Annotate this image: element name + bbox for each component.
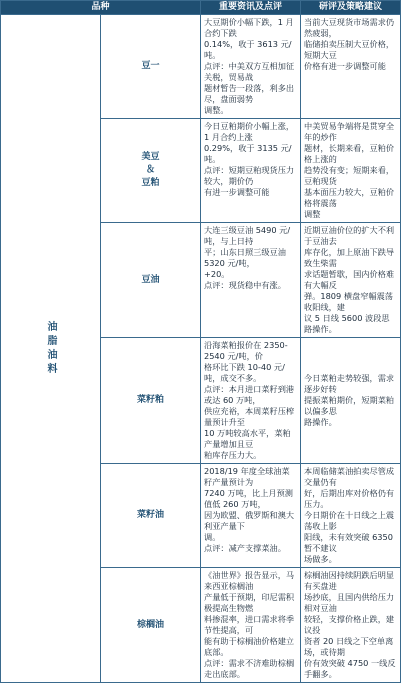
advice-line: 场做多。 [304,554,337,564]
advice-line: 较轻，支撑价格止跌，建议投 [304,614,395,635]
news-line: 2018/19 年度全球油菜籽产量预计为 [204,466,290,487]
news-line: 大豆期价小幅下跌，1 月合约下跌 [204,17,294,38]
news-line: 今日豆粕期价小幅上涨，1 月合约上涨 [204,121,295,142]
header-news: 重要资讯及点评 [201,1,301,15]
news-line: 大连三级豆油 5490 元/吨，与上日持 [204,225,291,246]
news-line: 点评：减产支撑菜油。 [204,543,286,553]
advice-line: 资者 20 日线之下空单离场，或待期 [304,636,394,657]
advice-line: 调整 [304,209,321,219]
news-line: 料掺混率，进口需求将季节性提高，可 [204,614,295,635]
advice-line: 价格有进一步调整可能 [304,61,386,71]
news-line: 供应充裕，本周菜籽压榨量预计升至 [204,406,295,427]
news-line: 《油世界》报告显示，马来西亚棕榈油 [204,570,295,591]
advice-line: 趋势没有变；短期来看，豆粕现货 [304,165,395,186]
advice-cell [301,338,401,464]
advice-line: 场抄底，且国内供给压力相对豆油 [304,592,395,613]
news-line: 0.14%，收于 3613 元/吨。 [204,39,292,60]
advice-line: 题材，长期来看，豆粕价格上涨的 [304,143,395,164]
advice-line: 临储拍卖压制大豆价格，短期大豆 [304,39,395,60]
variety-cell: 豆一 [101,15,201,119]
news-line: +20。 [204,269,230,279]
advice-line: 库存化，加上原油下跌导致生柴需 [304,247,395,268]
advice-line: 好，后期出库对价格仍有压力。 [304,488,395,509]
news-line: 调整。 [204,105,229,115]
news-line: 7240 万吨，比上月预测值低 260 万吨， [204,488,293,509]
variety-cell: 棕榈油 [101,568,201,683]
advice-cell [301,223,401,338]
news-cell [201,568,301,683]
advice-line: 路操作。 [304,417,337,427]
variety-cell: 美豆 ＆ 豆粕 [101,119,201,223]
category-label: 油脂油料 [1,15,101,683]
news-line: 因为欧盟、俄罗斯和澳大利亚产量下 [204,510,295,531]
advice-line: 棕榈油因持续阴跌后明显有买盘进 [304,570,395,591]
variety-cell: 菜籽粕 [101,338,201,464]
advice-cell [301,15,401,119]
news-cell [201,15,301,119]
news-line: 调。 [204,532,221,542]
header-advice: 研评及策略建议 [301,1,401,15]
advice-cell [301,464,401,568]
news-line: 10 万吨较高水平，菜粕产量增加且豆 [204,428,291,449]
advice-line: 当前大豆现货市场需求仍然疲弱， [304,17,395,38]
news-cell [201,338,301,464]
advice-cell [301,119,401,223]
news-line: 点评：需求不济难助棕榈走出底部。 [204,658,295,679]
advice-line: 提振菜粕期价，短期菜粕以偏多思 [304,395,395,416]
advice-line: 议 5 日线 5600 波段思路操作。 [304,313,390,334]
news-line: 有进一步调整可能 [204,187,270,197]
table-header-row [1,1,401,15]
news-line: 产量低于预期，印尼需积极提高生物燃 [204,592,295,613]
advice-line: 中美贸易争端将是贯穿全年的炒作 [304,121,395,142]
variety-cell: 菜籽油 [101,464,201,568]
advice-line: 求话题暂歇，国内价格难有大幅反 [304,269,395,290]
news-line: 平；山东日照三级豆油 5320 元/吨， [204,247,289,268]
table-row [1,15,401,119]
header-variety: 品种 [1,1,201,15]
advice-line: 今日期价在十日线之上震荡收上影 [304,510,395,531]
news-line: 能有助于棕榈油价格建立底部。 [204,636,295,657]
news-line: 0.29%，收于 3135 元/吨。 [204,143,292,164]
news-cell [201,223,301,338]
news-line: 点评：短期豆粕现货压力较大，期价仍 [204,165,295,186]
news-line: 粕库存压力大。 [204,450,262,460]
advice-line: 今日菜粕走势较强，需求逐步好转 [304,373,395,394]
advice-line: 本周临储菜油拍卖尽管成交量仍有 [304,466,395,487]
advice-line: 近期豆油价位的扩大不利于豆油去 [304,225,395,246]
variety-cell: 豆油 [101,223,201,338]
advice-line: 阳线，未有效突破 6350 暂不建议 [304,532,396,553]
news-line: 沿海菜粕报价在 2350-2540 元/吨，价 [204,340,288,361]
news-line: 点评：现货稳中有涨。 [204,280,286,290]
news-line: 题材暂告一段落，利多出尽，盘面弱势 [204,83,295,104]
news-line: 点评：中美双方互相加征关税，贸易战 [204,61,295,82]
advice-cell [301,568,401,683]
advice-line: 基本面压力较大，豆粕价格将震荡 [304,187,395,208]
advice-line: 价有效突破 4750 一线反手翻多。 [304,658,396,679]
advice-line: 弹。1809 横盘窄幅震荡收阳线，建 [304,291,393,312]
news-line: 格环比下跌 10-40 元/吨，成交不多。 [204,362,285,383]
news-cell [201,119,301,223]
news-line: 点评：本月进口菜籽到港或达 60 万吨， [204,384,295,405]
news-cell [201,464,301,568]
